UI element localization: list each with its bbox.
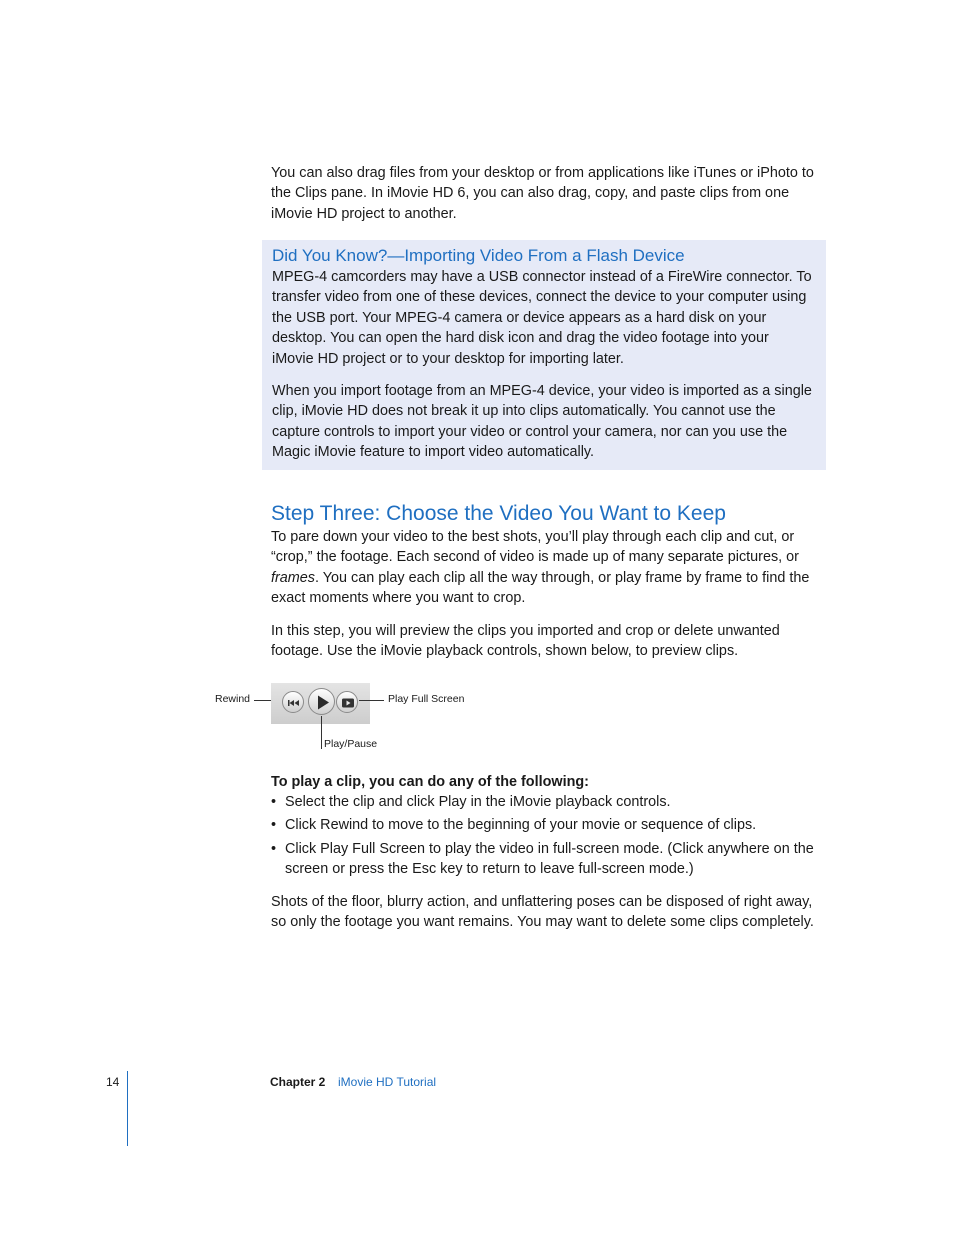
callout-paragraph: When you import footage from an MPEG-4 device, your video is imported as a single clip, iMovie HD does not break it up into clips automatically. You cannot use the capture controls to import your video or control your camera, nor can you use the Magic iMovie feature to import video automatically. <box>272 383 812 461</box>
play-icon <box>309 689 336 716</box>
chapter-title: iMovie HD Tutorial <box>338 1075 437 1089</box>
play-full-screen-button[interactable] <box>336 691 358 713</box>
callout-paragraph: MPEG-4 camcorders may have a USB connector instead of a FireWire connector. To transfer video from one of these devices, connect the device to your computer using the USB port. Your MPEG-4 camera or device appears as a hard disk on your desktop. You can open the hard disk icon and drag the video footage into your iMovie HD project or to your desktop for importing later. <box>272 269 812 367</box>
section-heading: Step Three: Choose the Video You Want to Keep <box>271 502 726 525</box>
bullet-list <box>271 792 821 883</box>
page-number: 14 <box>106 1075 120 1089</box>
play-pause-button[interactable] <box>308 688 335 715</box>
chapter-label: Chapter 2 <box>270 1075 326 1089</box>
play-pause-leader-line <box>321 716 322 749</box>
frames-term: frames <box>271 569 315 586</box>
play-pause-label: Play/Pause <box>324 738 378 750</box>
step-text: To pare down your video to the best shots, you’ll play through each clip and cut, or “crop,” the footage. Each second of video is made up of many separate pictures, or <box>271 529 799 566</box>
bullet: • <box>271 840 277 857</box>
intro-paragraph: You can also drag files from your desktop or from applications like iTunes or iPhoto to the Clips pane. In iMovie HD 6, you can also drag, copy, and paste clips from one iMovie HD project to another. <box>271 165 814 222</box>
step-paragraph <box>271 527 821 609</box>
bullet: • <box>271 794 277 810</box>
step-text: . You can play each clip all the way through, or play frame by frame to find the exact moments where you want to crop. <box>271 569 810 607</box>
list-item-text: Click Play Full Screen to play the video in full-screen mode. (Click anywhere on the screen or press the Esc key to return to leave full-screen mode.) <box>285 840 814 878</box>
list-item <box>271 792 821 812</box>
rewind-button[interactable] <box>282 691 304 713</box>
list-item-text: Click Rewind to move to the beginning of your movie or sequence of clips. <box>285 817 757 834</box>
list-item-text: Select the clip and click Play in the iMovie playback controls. <box>285 794 671 810</box>
play-full-screen-label: Play Full Screen <box>388 693 465 705</box>
list-intro: To play a clip, you can do any of the following: <box>271 774 589 790</box>
play-full-screen-icon <box>337 692 359 714</box>
step-paragraph: In this step, you will preview the clips you imported and crop or delete unwanted footage. Use the iMovie playback controls, shown below, to preview clips. <box>271 623 780 660</box>
closing-paragraph: Shots of the floor, blurry action, and unflattering poses can be disposed of right away, so only the footage you want remains. You may want to delete some clips completely. <box>271 894 814 931</box>
list-item <box>271 839 821 880</box>
rewind-label: Rewind <box>215 693 251 705</box>
footer-rule <box>127 1071 128 1146</box>
rewind-icon <box>283 692 305 714</box>
list-item <box>271 815 821 835</box>
did-you-know-callout <box>262 240 826 470</box>
bullet: • <box>271 817 277 834</box>
full-screen-leader-line <box>359 700 384 701</box>
callout-title: Did You Know?—Importing Video From a Flash Device <box>272 246 685 265</box>
